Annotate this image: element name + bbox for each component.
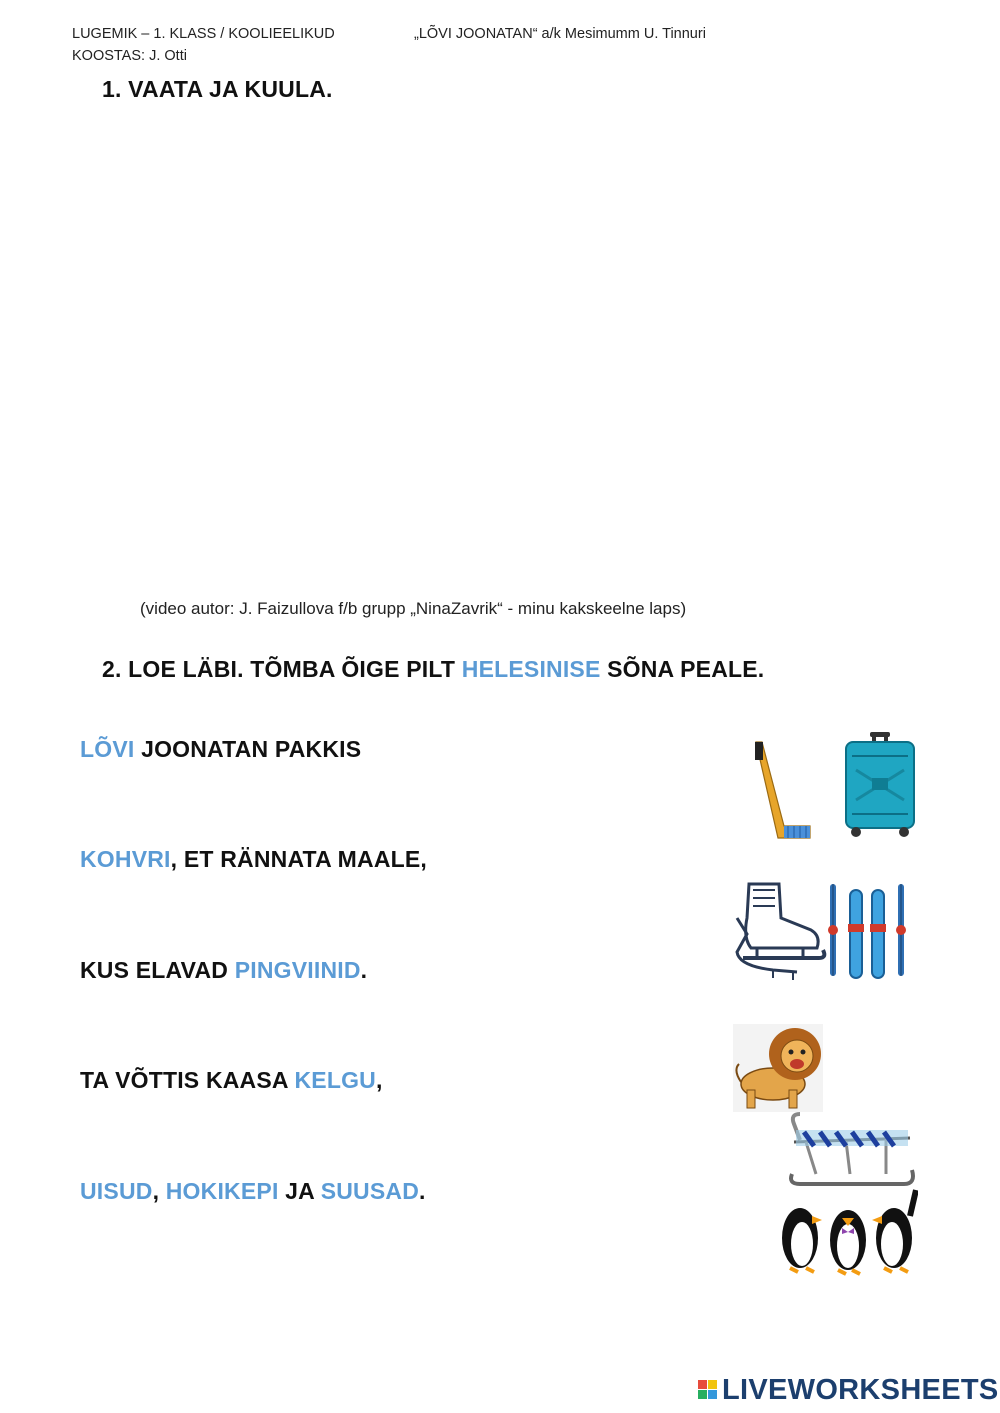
poem-line-3 <box>80 957 367 984</box>
poem-text: . <box>419 1178 426 1204</box>
poem-line-2 <box>80 846 427 873</box>
poem-text: , <box>375 1067 383 1093</box>
ice-skates-icon[interactable] <box>733 878 827 982</box>
task2-title-end: SÕNA PEALE. <box>600 656 765 682</box>
drop-target-lovi[interactable]: LÕVI <box>80 736 135 762</box>
poem-line-1 <box>80 736 361 763</box>
task2-title-highlight: HELESINISE <box>461 656 601 682</box>
poem-line-4 <box>80 1067 383 1094</box>
drop-target-hokikepi[interactable]: HOKIKEPI <box>165 1178 279 1204</box>
poem-text: TA VÕTTIS KAASA <box>80 1067 295 1093</box>
video-area[interactable] <box>100 115 900 585</box>
header-story: „LÕVI JOONATAN“ a/k Mesimumm U. Tinnuri <box>414 26 706 42</box>
logo-text: LIVEWORKSHEETS <box>722 1374 999 1406</box>
poem-text: JA <box>278 1178 321 1204</box>
liveworksheets-logo <box>698 1374 999 1408</box>
header-course: LUGEMIK – 1. KLASS / KOOLIEELIKUD <box>72 26 335 42</box>
task2-title <box>102 656 764 683</box>
poem-text: JOONATAN PAKKIS <box>134 736 362 762</box>
drop-target-uisud[interactable]: UISUD <box>80 1178 153 1204</box>
drop-target-kohvri[interactable]: KOHVRI <box>80 846 171 872</box>
drop-target-pingviinid[interactable]: PINGVIINID <box>234 957 361 983</box>
poem-line-5 <box>80 1178 426 1205</box>
task1-title: 1. VAATA JA KUULA. <box>102 76 333 102</box>
suitcase-icon[interactable] <box>842 730 918 840</box>
hockey-stick-icon[interactable] <box>748 740 816 842</box>
video-credit: (video autor: J. Faizullova f/b grupp „NinaZavrik“ - minu kakskeelne laps) <box>140 599 687 618</box>
drop-target-suusad[interactable]: SUUSAD <box>320 1178 420 1204</box>
header-author: KOOSTAS: J. Otti <box>72 48 187 64</box>
poem-text: . <box>360 957 368 983</box>
skis-icon[interactable] <box>826 882 910 980</box>
logo-mark-icon <box>698 1375 720 1408</box>
task2-title-start: 2. LOE LÄBI. TÕMBA ÕIGE PILT <box>102 656 462 682</box>
poem-text: , ET RÄNNATA MAALE, <box>170 846 428 872</box>
poem-text: KUS ELAVAD <box>80 957 235 983</box>
poem-text: , <box>152 1178 166 1204</box>
penguins-icon[interactable] <box>776 1186 918 1278</box>
drop-target-kelgu[interactable]: KELGU <box>294 1067 376 1093</box>
lion-icon[interactable] <box>733 1024 823 1112</box>
sled-icon[interactable] <box>786 1108 918 1188</box>
